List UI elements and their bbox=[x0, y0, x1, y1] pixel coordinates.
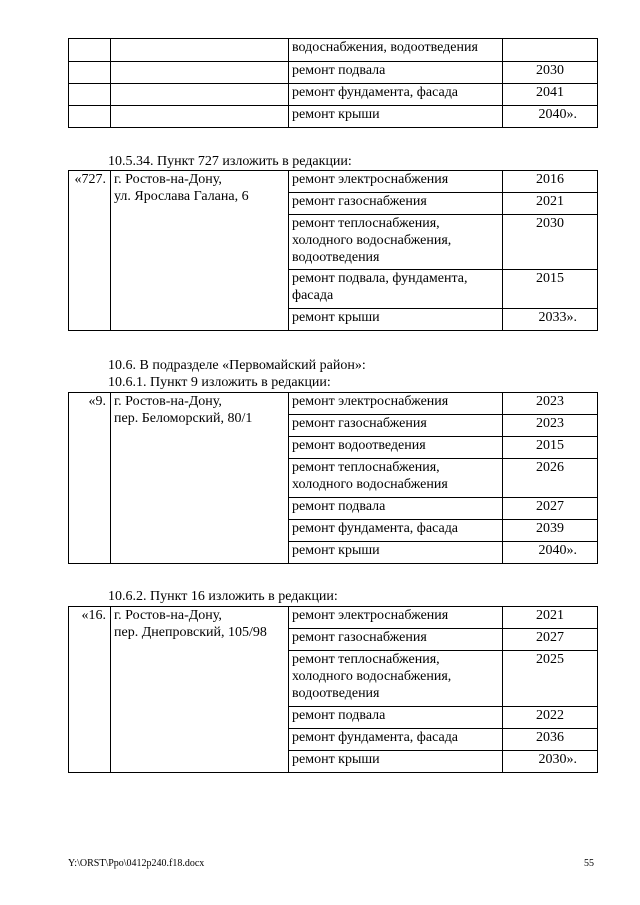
table-row bbox=[69, 39, 598, 62]
work-year: 2030». bbox=[503, 751, 598, 773]
work-year: 2027 bbox=[503, 498, 598, 520]
item-number: «16. bbox=[69, 607, 111, 773]
work-name: ремонт газоснабжения bbox=[289, 415, 503, 437]
work-name: ремонт подвала bbox=[289, 707, 503, 729]
table-row bbox=[69, 607, 598, 629]
work-year: 2036 bbox=[503, 729, 598, 751]
work-year: 2026 bbox=[503, 459, 598, 498]
paragraph-10-5-34: 10.5.34. Пункт 727 изложить в редакции: bbox=[108, 154, 352, 169]
address-street: ул. Ярослава Галана, 6 bbox=[114, 189, 249, 204]
item-number: «727. bbox=[69, 171, 111, 331]
item-number: «9. bbox=[69, 393, 111, 564]
paragraph-10-6: 10.6. В подразделе «Первомайский район»: bbox=[108, 358, 366, 373]
work-year: 2023 bbox=[503, 415, 598, 437]
work-year: 2033». bbox=[503, 309, 598, 331]
work-year: 2016 bbox=[503, 171, 598, 193]
work-year: 2040». bbox=[503, 106, 598, 128]
work-year bbox=[503, 39, 598, 62]
work-name: ремонт фундамента, фасада bbox=[289, 729, 503, 751]
table-row bbox=[69, 84, 598, 106]
table-row bbox=[69, 393, 598, 415]
paragraph-10-6-2: 10.6.2. Пункт 16 изложить в редакции: bbox=[108, 589, 338, 604]
work-name: ремонт электроснабжения bbox=[289, 393, 503, 415]
work-name: ремонт подвала bbox=[289, 62, 503, 84]
work-year: 2030 bbox=[503, 62, 598, 84]
work-name: ремонт теплоснабжения, холодного водоснабжения bbox=[289, 459, 503, 498]
footer-page-number: 55 bbox=[584, 858, 594, 869]
table-row bbox=[69, 171, 598, 193]
work-year: 2041 bbox=[503, 84, 598, 106]
work-year: 2015 bbox=[503, 270, 598, 309]
continuation-table bbox=[68, 38, 598, 128]
work-name: ремонт подвала, фундамента, фасада bbox=[289, 270, 503, 309]
work-name: водоснабжения, водоотведения bbox=[289, 39, 503, 62]
work-name: ремонт электроснабжения bbox=[289, 607, 503, 629]
work-year: 2021 bbox=[503, 607, 598, 629]
work-year: 2015 bbox=[503, 437, 598, 459]
address-street: пер. Беломорский, 80/1 bbox=[114, 411, 253, 426]
item-16-table bbox=[68, 606, 598, 773]
work-name: ремонт фундамента, фасада bbox=[289, 520, 503, 542]
work-name: ремонт крыши bbox=[289, 106, 503, 128]
work-name: ремонт крыши bbox=[289, 751, 503, 773]
item-address bbox=[111, 393, 289, 564]
work-year: 2027 bbox=[503, 629, 598, 651]
work-year: 2021 bbox=[503, 193, 598, 215]
address-city: г. Ростов-на-Дону, bbox=[114, 172, 222, 187]
work-year: 2040». bbox=[503, 542, 598, 564]
work-name: ремонт водоотведения bbox=[289, 437, 503, 459]
work-year: 2030 bbox=[503, 215, 598, 270]
table-row bbox=[69, 106, 598, 128]
work-name: ремонт фундамента, фасада bbox=[289, 84, 503, 106]
work-name: ремонт газоснабжения bbox=[289, 629, 503, 651]
table-row bbox=[69, 62, 598, 84]
work-year: 2025 bbox=[503, 651, 598, 707]
work-year: 2022 bbox=[503, 707, 598, 729]
paragraph-10-6-1: 10.6.1. Пункт 9 изложить в редакции: bbox=[108, 375, 331, 390]
address-city: г. Ростов-на-Дону, bbox=[114, 394, 222, 409]
work-name: ремонт подвала bbox=[289, 498, 503, 520]
work-name: ремонт теплоснабжения, холодного водоснабжения, водоотведения bbox=[289, 651, 503, 707]
item-address bbox=[111, 607, 289, 773]
footer-file-path: Y:\ORST\Ppo\0412p240.f18.docx bbox=[68, 858, 205, 869]
item-727-table bbox=[68, 170, 598, 331]
work-name: ремонт электроснабжения bbox=[289, 171, 503, 193]
address-city: г. Ростов-на-Дону, bbox=[114, 608, 222, 623]
work-name: ремонт крыши bbox=[289, 309, 503, 331]
work-name: ремонт теплоснабжения, холодного водоснабжения, водоотведения bbox=[289, 215, 503, 270]
work-name: ремонт крыши bbox=[289, 542, 503, 564]
item-9-table bbox=[68, 392, 598, 564]
work-year: 2039 bbox=[503, 520, 598, 542]
work-name: ремонт газоснабжения bbox=[289, 193, 503, 215]
address-street: пер. Днепровский, 105/98 bbox=[114, 625, 267, 640]
item-address bbox=[111, 171, 289, 331]
work-year: 2023 bbox=[503, 393, 598, 415]
